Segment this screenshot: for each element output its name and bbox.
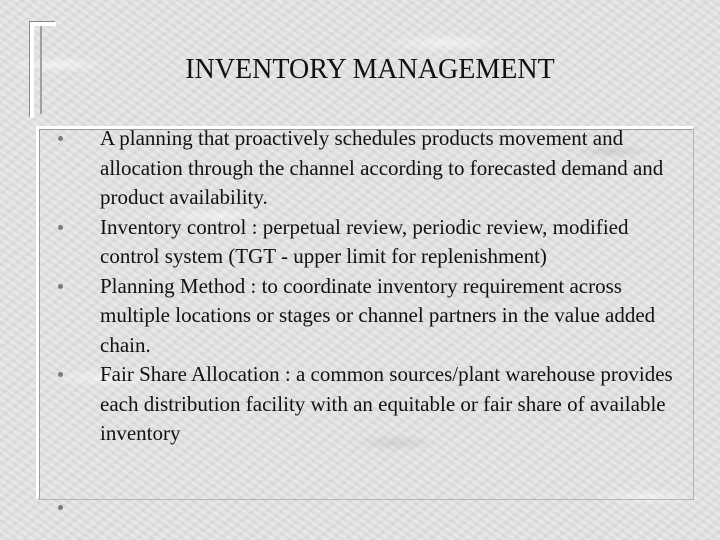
bullet-dot-icon <box>58 225 63 230</box>
bullet-text: Fair Share Allocation : a common sources/plant warehouse provides each distribution facility with an equitable or fair share of available inventory <box>100 362 673 445</box>
bullet-dot-icon <box>58 372 63 377</box>
bullet-text: A planning that proactively schedules products movement and allocation through the channel according to forecasted demand and product availability. <box>100 126 664 209</box>
bullet-text: Inventory control : perpetual review, periodic review, modified control system (TGT - upper limit for replenishment) <box>100 214 629 268</box>
bullet-list <box>56 124 676 449</box>
bullet-item <box>56 360 676 449</box>
bullet-item <box>56 124 676 213</box>
bullet-dot-icon <box>58 136 63 141</box>
bullet-item <box>56 213 676 272</box>
slide-title: INVENTORY MANAGEMENT <box>185 54 555 85</box>
bullet-dot-icon <box>58 284 63 289</box>
bullet-item <box>56 272 676 361</box>
empty-bullet-dot-icon <box>58 505 63 510</box>
bullet-text: Planning Method : to coordinate inventory requirement across multiple locations or stages or channel partners in the value added chain. <box>100 273 656 357</box>
